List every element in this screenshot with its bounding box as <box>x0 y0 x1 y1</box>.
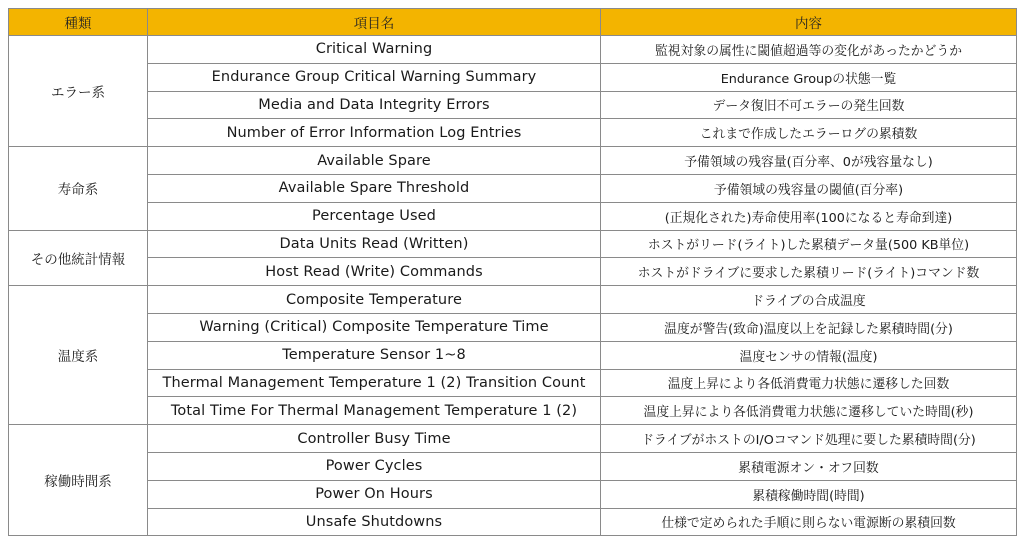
item-name-cell: Total Time For Thermal Management Temperature 1 (2) <box>148 397 601 425</box>
content-cell: 温度上昇により各低消費電力状態に遷移した回数 <box>601 369 1017 397</box>
table-row <box>9 174 1017 202</box>
content-cell: 仕様で定められた手順に則らない電源断の累積回数 <box>601 508 1017 536</box>
item-name-cell: Composite Temperature <box>148 286 601 314</box>
content-cell: ドライブの合成温度 <box>601 286 1017 314</box>
content-cell: ドライブがホストのI/Oコマンド処理に要した累積時間(分) <box>601 425 1017 453</box>
table-row <box>9 91 1017 119</box>
content-cell: 予備領域の残容量の閾値(百分率) <box>601 174 1017 202</box>
table-row <box>9 508 1017 536</box>
category-cell: エラー系 <box>9 36 148 147</box>
table-row <box>9 147 1017 175</box>
item-name-cell: Power Cycles <box>148 452 601 480</box>
content-cell: 温度上昇により各低消費電力状態に遷移していた時間(秒) <box>601 397 1017 425</box>
content-cell: これまで作成したエラーログの累積数 <box>601 119 1017 147</box>
content-cell: 予備領域の残容量(百分率、0が残容量なし) <box>601 147 1017 175</box>
category-cell: 温度系 <box>9 286 148 425</box>
content-cell: 累積電源オン・オフ回数 <box>601 452 1017 480</box>
category-cell: 寿命系 <box>9 147 148 230</box>
table-row <box>9 119 1017 147</box>
content-cell: (正規化された)寿命使用率(100になると寿命到達) <box>601 202 1017 230</box>
content-cell: 温度が警告(致命)温度以上を記録した累積時間(分) <box>601 313 1017 341</box>
content-cell: ホストがドライブに要求した累積リード(ライト)コマンド数 <box>601 258 1017 286</box>
category-cell: 稼働時間系 <box>9 425 148 536</box>
header-item-name: 項目名 <box>148 9 601 36</box>
table-row <box>9 369 1017 397</box>
table-row <box>9 202 1017 230</box>
header-content: 内容 <box>601 9 1017 36</box>
smart-attributes-table <box>8 8 1017 536</box>
table-row <box>9 425 1017 453</box>
content-cell: 温度センサの情報(温度) <box>601 341 1017 369</box>
table-row <box>9 63 1017 91</box>
item-name-cell: Media and Data Integrity Errors <box>148 91 601 119</box>
item-name-cell: Available Spare <box>148 147 601 175</box>
table-row <box>9 341 1017 369</box>
content-cell: データ復旧不可エラーの発生回数 <box>601 91 1017 119</box>
table-row <box>9 397 1017 425</box>
item-name-cell: Number of Error Information Log Entries <box>148 119 601 147</box>
item-name-cell: Endurance Group Critical Warning Summary <box>148 63 601 91</box>
table-row <box>9 480 1017 508</box>
item-name-cell: Power On Hours <box>148 480 601 508</box>
item-name-cell: Percentage Used <box>148 202 601 230</box>
item-name-cell: Data Units Read (Written) <box>148 230 601 258</box>
table-row <box>9 286 1017 314</box>
content-cell: Endurance Groupの状態一覧 <box>601 63 1017 91</box>
content-cell: 監視対象の属性に閾値超過等の変化があったかどうか <box>601 36 1017 64</box>
item-name-cell: Warning (Critical) Composite Temperature Time <box>148 313 601 341</box>
item-name-cell: Thermal Management Temperature 1 (2) Transition Count <box>148 369 601 397</box>
table-row <box>9 258 1017 286</box>
table-row <box>9 313 1017 341</box>
table-row <box>9 36 1017 64</box>
item-name-cell: Host Read (Write) Commands <box>148 258 601 286</box>
table-header-row <box>9 9 1017 36</box>
item-name-cell: Temperature Sensor 1~8 <box>148 341 601 369</box>
content-cell: 累積稼働時間(時間) <box>601 480 1017 508</box>
table-row <box>9 452 1017 480</box>
item-name-cell: Controller Busy Time <box>148 425 601 453</box>
item-name-cell: Available Spare Threshold <box>148 174 601 202</box>
item-name-cell: Critical Warning <box>148 36 601 64</box>
smart-attributes-table-container <box>8 8 1016 536</box>
category-cell: その他統計情報 <box>9 230 148 286</box>
table-row <box>9 230 1017 258</box>
content-cell: ホストがリード(ライト)した累積データ量(500 KB単位) <box>601 230 1017 258</box>
header-category: 種類 <box>9 9 148 36</box>
item-name-cell: Unsafe Shutdowns <box>148 508 601 536</box>
